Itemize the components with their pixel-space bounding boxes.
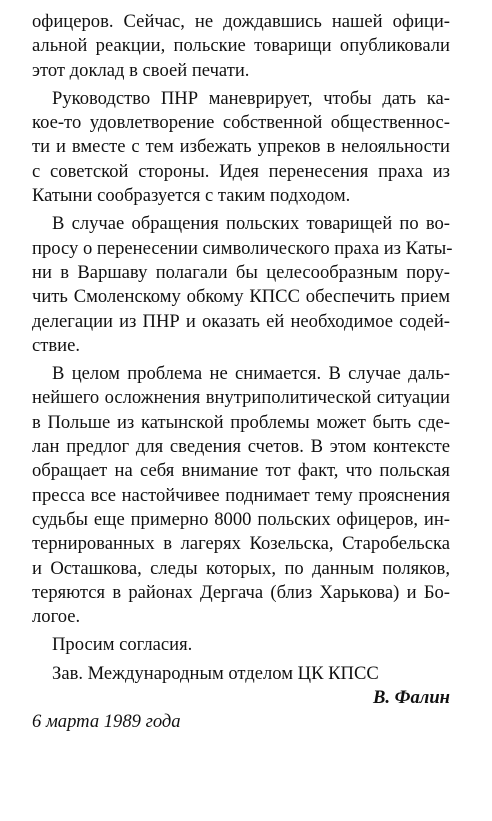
text-line: Катыни сообразуется с таким подходом. — [32, 185, 351, 207]
text-line: и Осташкова, следы которых, по данным поляков, — [32, 557, 450, 579]
text-line: с советской стороны. Идея перенесения праха из — [32, 160, 450, 182]
text-line: делегации из ПНР и оказать ей необходимое содей- — [32, 310, 450, 332]
text-line: В случае обращения польских товарищей по во- — [52, 213, 450, 235]
text-line: альной реакции, польские товарищи опубликовали — [32, 35, 450, 57]
document-page — [32, 10, 453, 735]
text-line: теряются в районах Дергача (близ Харькова) и Бо- — [32, 581, 450, 603]
text-line: судьбы еще примерно 8000 польских офицеров, ин- — [32, 508, 450, 530]
paragraph-3 — [32, 212, 453, 358]
text-line: чить Смоленскому обкому КПСС обеспечить прием — [32, 286, 450, 308]
text-line: просу о перенесении символического праха из Каты- — [32, 237, 453, 259]
paragraph-4 — [32, 362, 450, 629]
text-line: Руководство ПНР маневрирует, чтобы дать ка- — [52, 87, 450, 109]
text-line: логое. — [32, 606, 81, 628]
text-line: нейшего осложнения внутриполитической ситуации — [32, 387, 450, 409]
text-line: В целом проблема не снимается. В случае даль- — [52, 363, 450, 385]
text-line: обращает на себя внимание тот факт, что польская — [32, 460, 450, 482]
paragraph-1 — [32, 10, 450, 83]
request-line: Просим согласия. — [52, 634, 193, 656]
text-line: лан предлог для сведения счетов. В этом контексте — [32, 436, 450, 458]
text-line: офицеров. Сейчас, не дождавшись нашей офици- — [32, 11, 450, 32]
text-line: пресса все настойчивее поднимает тему прояснения — [32, 484, 450, 506]
signature-title: Зав. Международным отделом ЦК КПСС — [52, 662, 379, 684]
signature-name: В. Фалин — [372, 687, 450, 709]
text-line: ни в Варшаву полагали бы целесообразным пору- — [32, 261, 450, 283]
text-line: ствие. — [32, 334, 81, 356]
text-line: этот доклад в своей печати. — [32, 59, 250, 81]
text-line: тернированных в лагерях Козельска, Старобельска — [32, 533, 450, 555]
paragraph-2 — [32, 87, 450, 208]
document-date: 6 марта 1989 года — [32, 711, 181, 733]
text-line: ти и вместе с тем избежать упреков в нелояльности — [32, 136, 450, 158]
text-line: в Польше из катынской проблемы может быть сде- — [32, 411, 450, 433]
text-line: кое-то удовлетворение собственной общественнос- — [32, 112, 450, 134]
